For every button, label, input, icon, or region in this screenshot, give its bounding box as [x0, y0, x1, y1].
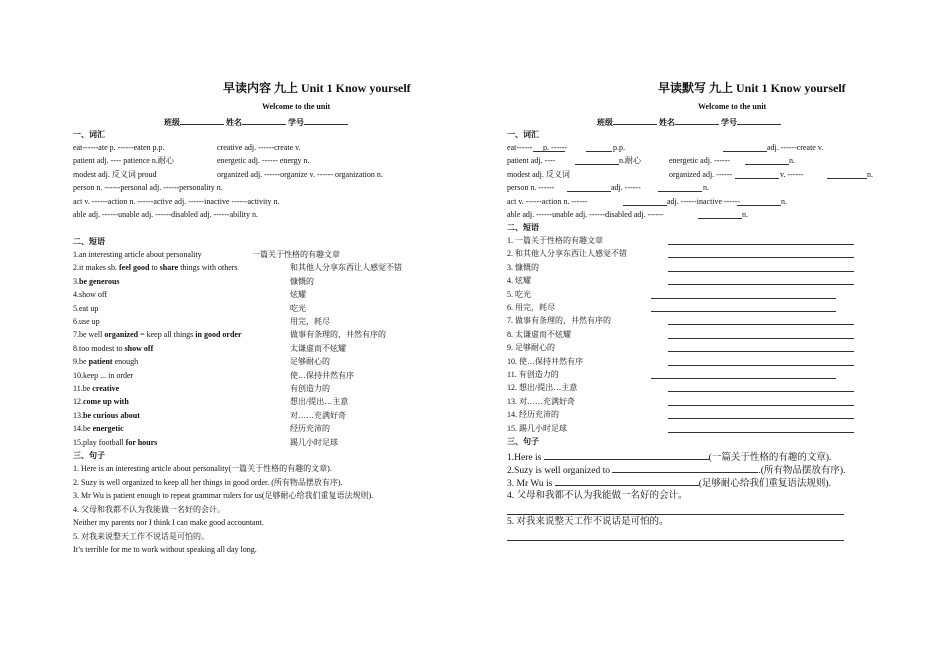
answer-blank — [651, 298, 836, 299]
phrase-part: 4.show off — [73, 290, 108, 300]
vocab-entry: creative adj. ------create v. — [217, 143, 301, 152]
phrase-chinese: 吃光 — [290, 303, 306, 313]
vocab-fragment: n. — [867, 169, 873, 179]
phrase-part: show off — [124, 343, 154, 353]
vocab-fragment: act v. ------action n. ------ — [507, 196, 588, 206]
vocab-entry: able adj. ------unable adj. ------disabled adj. ------ability n. — [73, 210, 259, 219]
sentence-line — [507, 477, 831, 490]
phrase-part: feel good — [119, 263, 150, 273]
vocab-entry: organized adj. ------organize v. ------ organization n. — [217, 169, 383, 179]
vocab-fragment: v. ------ — [780, 169, 804, 179]
phrase-english — [73, 384, 119, 394]
vocab-fragment: n. — [781, 196, 787, 206]
section-sentences-heading: 三、句子 — [73, 451, 105, 460]
phrase-english — [73, 290, 107, 300]
sentence-line: 5. 对我来说整天工作不说话是可怕的。 — [73, 531, 209, 541]
phrase-part: things with others — [178, 263, 238, 273]
vocab-entry: act v. ------action n. ------active adj. ------inactive ------activity n. — [73, 196, 280, 206]
vocab-blank — [586, 151, 612, 152]
vocab-entry: patient adj. ---- patience n.耐心 — [73, 156, 174, 166]
vocab-fragment: adj. ------inactive ------ — [667, 196, 741, 206]
vocab-blank — [737, 205, 781, 206]
phrase-part: organized — [104, 330, 139, 340]
phrase-chinese: 6. 用完，耗尽 — [507, 303, 555, 312]
sentence-prefix: 5. 对我来说整天工作不说话是可怕的。 — [507, 517, 669, 527]
name-blank — [675, 116, 719, 125]
answer-blank — [668, 324, 854, 325]
phrase-english — [73, 330, 242, 340]
answer-blank — [668, 257, 854, 258]
phrase-part: 15.play football — [73, 437, 126, 447]
phrase-part: 3. — [73, 276, 79, 286]
phrase-chinese: 踢几小时足球 — [290, 437, 338, 447]
phrase-chinese: 有创造力的 — [290, 384, 330, 393]
answer-blank — [668, 405, 854, 406]
phrase-part: 14.be — [73, 424, 93, 434]
student-info-line — [597, 116, 781, 128]
sentence-prefix: 1.Here is — [507, 453, 544, 463]
phrase-chinese: 3. 慷慨的 — [507, 262, 539, 272]
vocab-blank — [533, 151, 565, 152]
sentence-prefix: 4. 父母和我都不认为我能做一名好的会计。 — [507, 491, 688, 501]
phrase-english — [73, 263, 238, 273]
vocab-fragment: patient adj. ---- — [507, 156, 556, 166]
class-label: 班级 — [164, 118, 180, 127]
phrase-english — [73, 304, 98, 314]
phrase-chinese: 2. 和其他人分享东西让人感觉不错 — [507, 249, 627, 259]
phrase-chinese: 经历充沛的 — [290, 424, 330, 434]
answer-blank — [668, 284, 854, 285]
sentence-blank — [544, 451, 709, 460]
answer-blank — [668, 351, 854, 352]
section-vocab-heading: 一、词汇 — [507, 130, 539, 139]
phrase-english — [73, 371, 133, 381]
name-label: 姓名 — [226, 118, 242, 127]
vocab-fragment: energetic adj. ------ — [669, 156, 730, 166]
class-blank — [613, 116, 657, 125]
section-phrases-heading: 二、短语 — [73, 237, 105, 246]
phrase-chinese: 一篇关于性格的有趣文章 — [252, 250, 340, 259]
sentence-line: 4. 父母和我都不认为我能做一名好的会计。 — [73, 504, 225, 514]
phrase-part: 11.be — [73, 384, 93, 393]
phrase-chinese: 慷慨的 — [290, 276, 314, 286]
sentence-suffix: (足够耐心给我们重复语法规则). — [698, 479, 831, 489]
phrase-part: be curious about — [83, 410, 140, 420]
phrase-chinese: 13. 对……充满好奇 — [507, 396, 575, 406]
phrase-chinese: 9. 足够耐心的 — [507, 343, 555, 353]
phrase-chinese: 做事有条理的，井然有序的 — [290, 330, 386, 340]
phrase-chinese: 1. 一篇关于性格的有趣文章 — [507, 236, 603, 245]
phrase-chinese: 使…保持井然有序 — [290, 370, 354, 380]
vocab-fragment: organized adj. ------ — [669, 169, 733, 179]
vocab-fragment: modest adj. 反义词 — [507, 169, 570, 179]
phrase-english — [73, 317, 100, 327]
answer-blank — [668, 338, 854, 339]
page-title: 早读默写 九上 Unit 1 Know yourself — [658, 81, 846, 95]
vocab-fragment: p.p. — [613, 143, 625, 152]
vocab-blank — [623, 205, 667, 206]
vocab-fragment: p. ------ — [543, 143, 567, 152]
answer-blank — [507, 514, 844, 515]
phrase-part: for hours — [125, 437, 158, 447]
sentence-line: 3. Mr Wu is patient enough to repeat grammar rulers for us(足够耐心给我们重复语法规则). — [73, 491, 374, 500]
phrase-chinese: 用完，耗尽 — [290, 317, 330, 326]
phrase-english — [73, 277, 120, 287]
sentence-suffix: .(所有物品摆放有序). — [758, 466, 846, 476]
phrase-chinese: 对……充满好奇 — [290, 410, 346, 420]
answer-blank — [668, 418, 854, 419]
phrase-part: 1.an interesting article about personality — [73, 250, 202, 259]
phrase-part: in good order — [195, 330, 242, 340]
phrase-english — [73, 397, 129, 407]
class-blank — [180, 116, 224, 125]
phrase-chinese: 炫耀 — [290, 290, 306, 300]
vocab-fragment: n. — [789, 156, 795, 166]
vocab-entry: person n. ------personal adj. ------personality n. — [73, 183, 223, 193]
phrase-chinese: 足够耐心的 — [290, 357, 330, 367]
phrase-chinese: 12. 想出/提出…主意 — [507, 383, 578, 393]
phrase-part: enough — [112, 357, 139, 367]
page-subtitle: Welcome to the unit — [262, 102, 331, 111]
sentence-prefix: 3. Mr Wu is — [507, 479, 555, 489]
phrase-english — [73, 357, 138, 367]
phrase-part: 7.be well — [73, 330, 105, 340]
phrase-part: creative — [92, 384, 120, 393]
phrase-part: energetic — [92, 424, 124, 434]
class-label: 班级 — [597, 118, 613, 127]
sentence-line — [507, 516, 669, 528]
vocab-blank — [745, 164, 789, 165]
phrase-english — [73, 250, 202, 260]
phrase-english — [73, 424, 124, 434]
answer-blank — [651, 378, 836, 379]
vocab-blank — [723, 151, 767, 152]
section-phrases-heading: 二、短语 — [507, 223, 539, 232]
vocab-fragment: eat------ — [507, 143, 533, 152]
phrase-chinese: 7. 做事有条理的，井然有序的 — [507, 316, 611, 326]
right-page — [475, 0, 950, 658]
vocab-blank — [575, 164, 619, 165]
sentence-prefix: 2.Suzy is well organized to — [507, 466, 613, 476]
sentence-blank — [612, 464, 758, 473]
phrase-part: be generous — [79, 276, 120, 286]
sentence-line — [507, 451, 831, 464]
answer-blank — [668, 365, 854, 366]
sentence-suffix: (一篇关于性格的有趣的文章). — [708, 453, 832, 463]
phrase-chinese: 10. 使…保持井然有序 — [507, 356, 583, 366]
answer-blank — [668, 244, 854, 245]
id-label: 学号 — [721, 118, 737, 127]
sentence-line: It’s terrible for me to work without speaking all day long. — [73, 545, 257, 554]
vocab-fragment: person n. ------ — [507, 183, 555, 193]
phrase-part: 6.use up — [73, 317, 100, 326]
vocab-blank — [698, 218, 742, 219]
answer-blank — [651, 311, 836, 312]
vocab-entry: modest adj. 反义词 proud — [73, 169, 157, 179]
phrase-english — [73, 438, 157, 448]
phrase-part: share — [159, 263, 179, 273]
phrase-part: patient — [88, 357, 113, 367]
sentence-line — [507, 464, 845, 477]
phrase-part: 9.be — [73, 357, 89, 367]
section-vocab-heading: 一、词汇 — [73, 130, 105, 139]
phrase-chinese: 8. 太谦虚而不炫耀 — [507, 329, 571, 339]
phrase-part: 12. — [73, 397, 83, 407]
section-sentences-heading: 三、句子 — [507, 437, 539, 446]
page-title: 早读内容 九上 Unit 1 Know yourself — [223, 81, 411, 95]
answer-blank — [668, 391, 854, 392]
phrase-chinese: 想出/提出…主意 — [290, 397, 349, 407]
vocab-entry: energetic adj. ------ energy n. — [217, 156, 310, 166]
vocab-blank — [827, 178, 867, 179]
vocab-fragment: n.耐心 — [619, 156, 641, 166]
vocab-fragment: adj. ------create v. — [767, 143, 824, 152]
answer-blank — [668, 432, 854, 433]
vocab-blank — [567, 191, 611, 192]
name-label: 姓名 — [659, 118, 675, 127]
phrase-part: 8.too modest to — [73, 343, 125, 353]
phrase-part: 2.it makes sb. — [73, 263, 119, 273]
phrase-part: come up with — [83, 397, 129, 407]
phrase-chinese: 15. 踢几小时足球 — [507, 423, 567, 433]
phrase-english — [73, 411, 140, 421]
id-label: 学号 — [288, 118, 304, 127]
name-blank — [242, 116, 286, 125]
sentence-line — [507, 490, 688, 502]
phrase-part: = keep all things — [138, 330, 196, 340]
vocab-fragment: adj. ------ — [611, 183, 641, 193]
vocab-fragment: able adj. ------unable adj. ------disabled adj. ------ — [507, 210, 664, 219]
id-blank — [304, 116, 348, 125]
phrase-chinese: 5. 吃光 — [507, 289, 531, 299]
phrase-chinese: 14. 经历充沛的 — [507, 410, 559, 420]
answer-blank — [668, 271, 854, 272]
phrase-chinese: 太谦虚而不炫耀 — [290, 343, 346, 353]
answer-blank — [507, 540, 844, 541]
sentence-line: 1. Here is an interesting article about personality(一篇关于性格的有趣的文章). — [73, 464, 332, 473]
sentence-line: Neither my parents nor I think I can make good accountant. — [73, 518, 264, 527]
vocab-blank — [735, 178, 779, 179]
phrase-chinese: 11. 有创造力的 — [507, 370, 559, 379]
id-blank — [737, 116, 781, 125]
student-info-line — [164, 116, 348, 128]
sentence-line: 2. Suzy is well organized to keep all her things in good order. (所有物品摆放有序). — [73, 477, 343, 487]
sentence-blank — [555, 477, 699, 486]
phrase-english — [73, 344, 153, 354]
phrase-part: 5.eat up — [73, 303, 99, 313]
vocab-fragment: n. — [703, 183, 709, 193]
phrase-part: 13. — [73, 410, 83, 420]
phrase-part: to — [149, 263, 160, 273]
page-subtitle: Welcome to the unit — [698, 102, 767, 111]
phrase-chinese: 和其他人分享东西让人感觉不错 — [290, 263, 402, 273]
vocab-fragment: n. — [742, 210, 748, 219]
vocab-blank — [658, 191, 702, 192]
phrase-part: 10.keep ... in order — [73, 370, 134, 380]
vocab-entry: eat------ate p. ------eaten p.p. — [73, 143, 165, 152]
phrase-chinese: 4. 炫耀 — [507, 276, 531, 286]
